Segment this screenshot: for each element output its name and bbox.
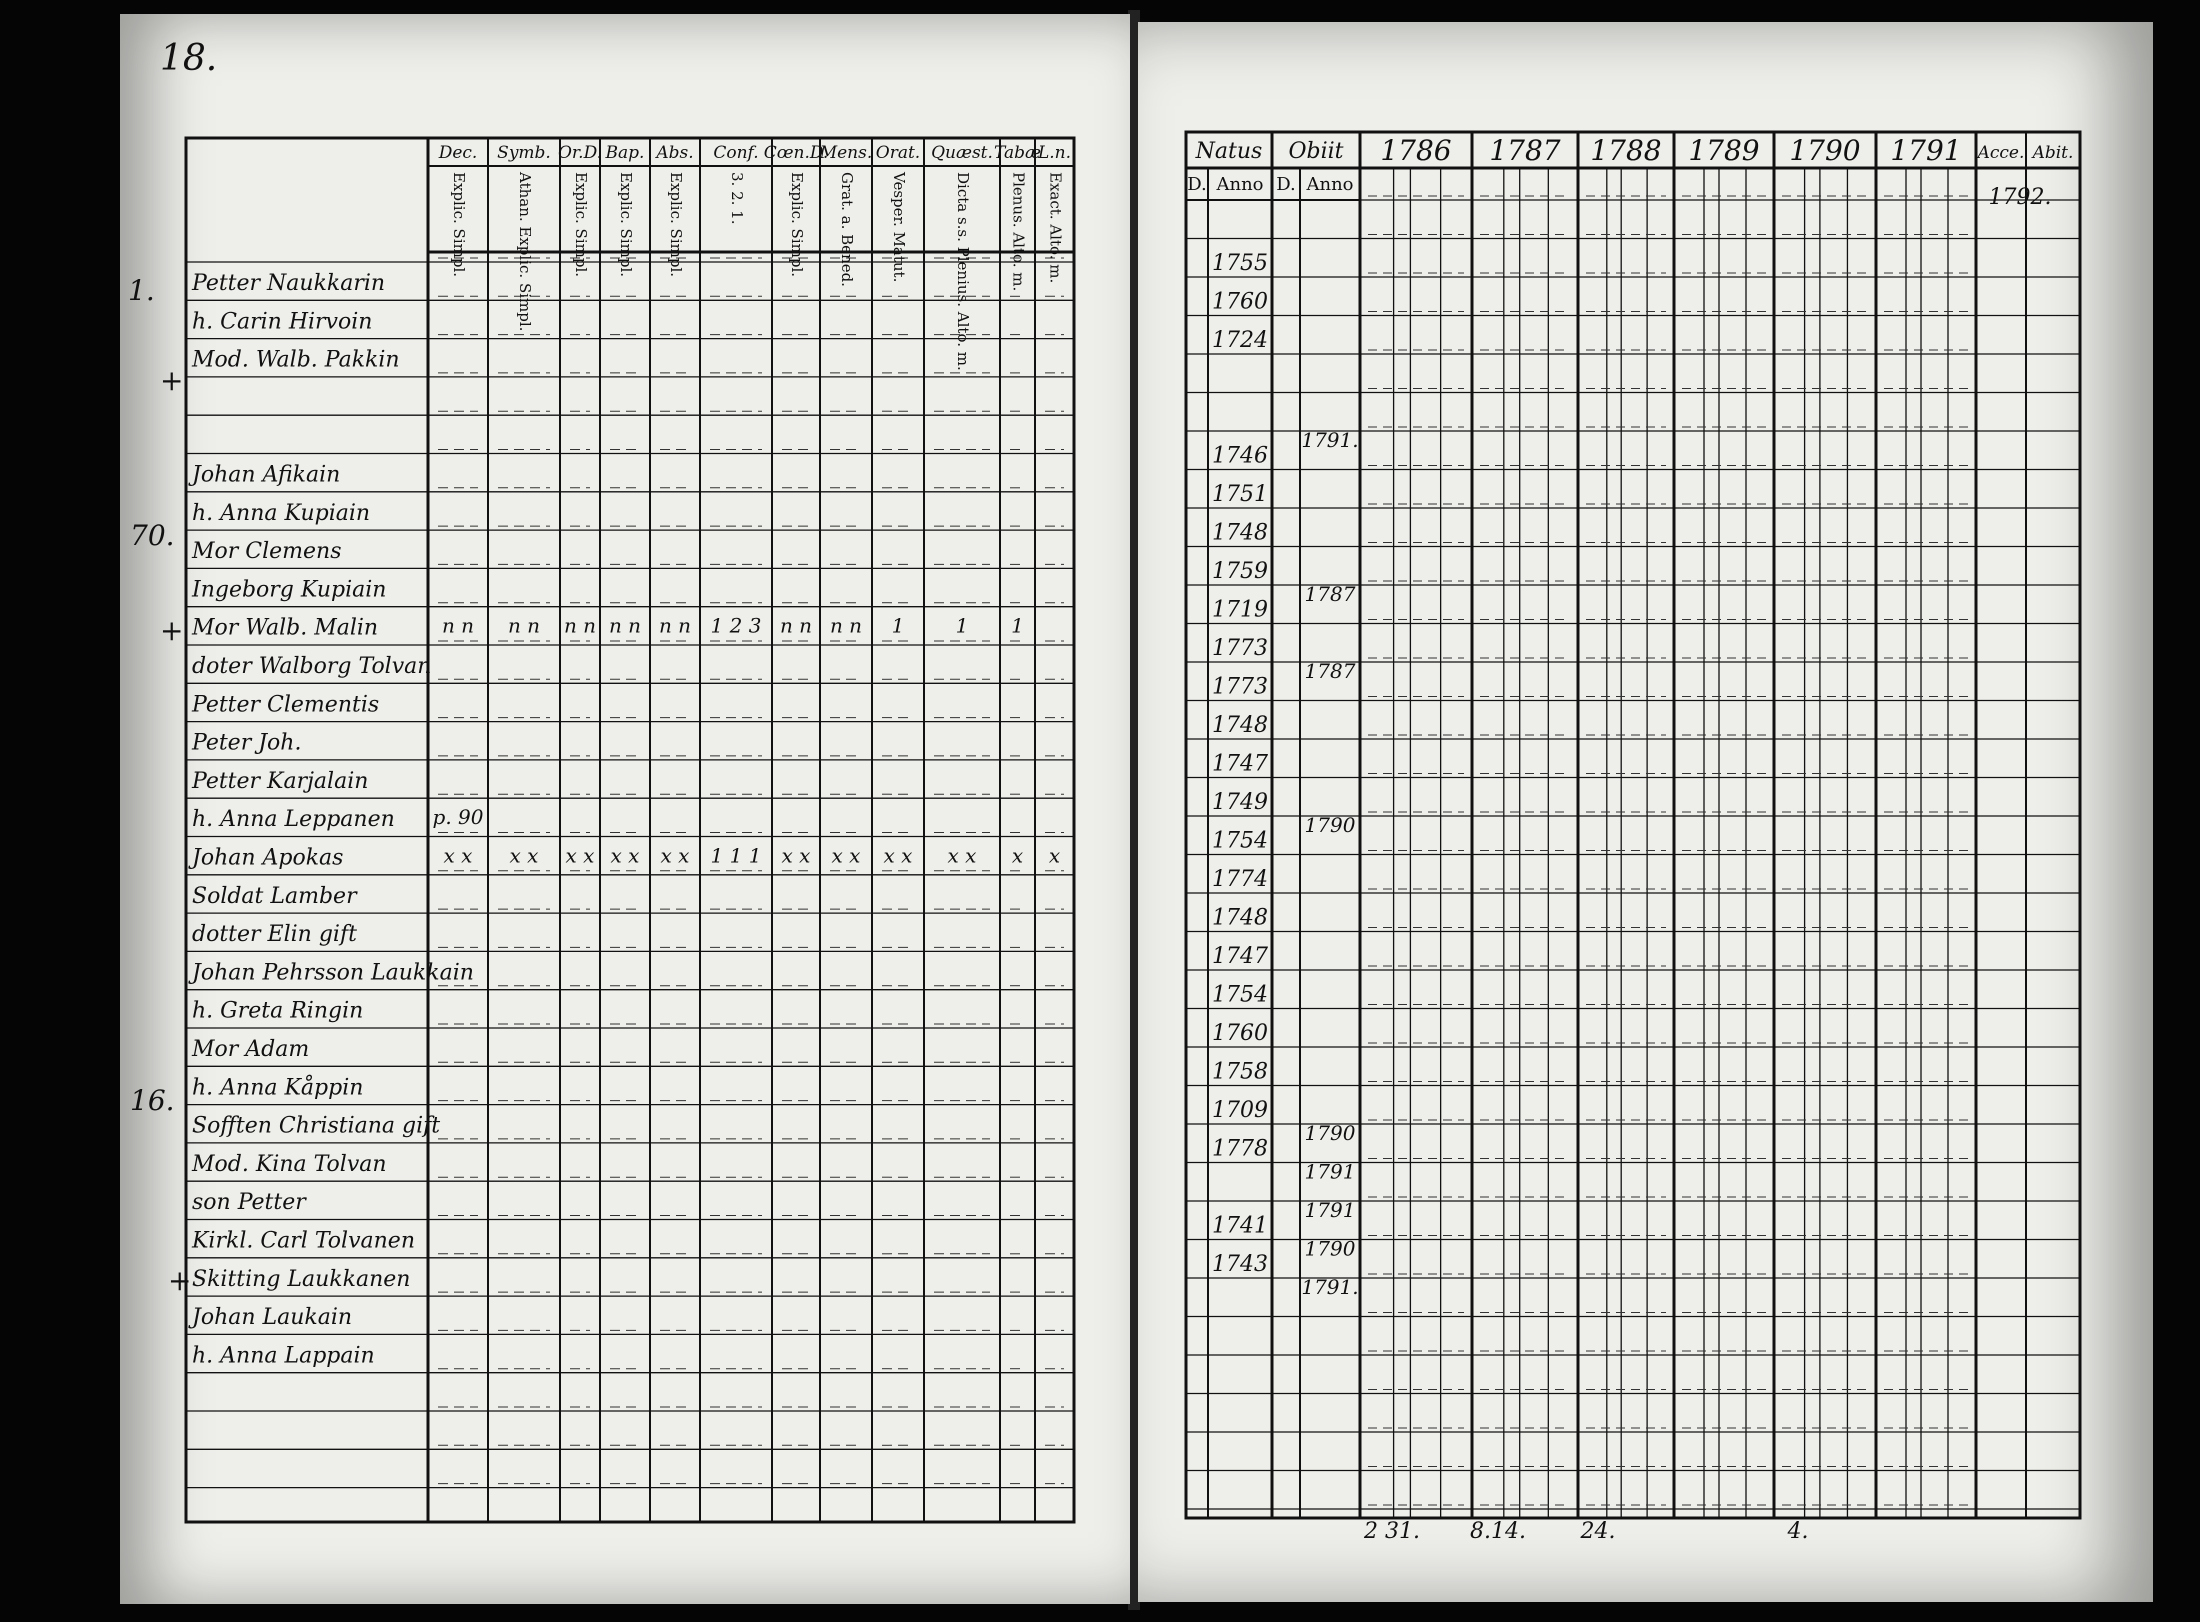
birth-year: 1773 [1212, 636, 1268, 661]
column-header: Orat. [875, 143, 921, 163]
person-name: Skitting Laukkanen [192, 1266, 411, 1292]
column-subheader: Explic. Simpl. [572, 172, 590, 278]
person-name: doter Walborg Tolvan [192, 654, 432, 679]
margin-mark: 16. [130, 1084, 175, 1117]
column-header: Abs. [656, 143, 694, 163]
birth-year: 1748 [1212, 713, 1268, 738]
row-mark: x x [565, 843, 595, 868]
row-note: p. 90 [432, 805, 484, 830]
person-name: Soldat Lamber [192, 883, 357, 909]
year-header: 1788 [1590, 134, 1662, 167]
natus-d-subheader: D. [1187, 174, 1207, 195]
person-name: h. Anna Kåppin [192, 1075, 364, 1101]
person-name: Sofften Christiana gift [192, 1113, 441, 1139]
row-mark: n n [829, 613, 863, 638]
column-header: Mens. [819, 143, 873, 163]
column-header: Or.D. [557, 143, 603, 163]
death-year: 1790 [1304, 1236, 1356, 1261]
column-subheader: Explic. Simpl. [450, 172, 468, 278]
acce-header: Acce. [1977, 143, 2025, 163]
birth-year: 1754 [1212, 828, 1268, 854]
year-header: 1786 [1380, 134, 1452, 167]
margin-mark: + [160, 364, 184, 397]
row-mark: x x [610, 843, 640, 868]
bottom-total: 4. [1787, 1519, 1809, 1544]
natus-header: Natus [1195, 139, 1263, 164]
person-name: h. Greta Ringin [192, 998, 364, 1024]
year-header: 1787 [1489, 134, 1561, 167]
death-year: 1787 [1304, 659, 1356, 683]
bottom-total: 8.14. [1470, 1519, 1526, 1544]
birth-year: 1747 [1212, 751, 1268, 777]
row-mark: x x [660, 843, 690, 868]
row-mark: x [1011, 843, 1024, 868]
column-subheader: Vesper. Matut. [890, 172, 908, 283]
row-mark: n n [779, 613, 813, 638]
obiit-anno-subheader: Anno [1306, 174, 1354, 195]
row-mark: 1 [955, 613, 969, 638]
column-subheader: Dicta s.s. Plenius. Alto. m. [954, 172, 972, 371]
birth-year: 1719 [1212, 597, 1268, 623]
right-table-text [1187, 134, 2073, 1544]
row-mark: 1 [1011, 613, 1024, 638]
obiit-header: Obiit [1288, 139, 1344, 164]
row-mark: x x [947, 843, 977, 868]
person-name: Petter Karjalain [192, 768, 369, 794]
row-mark: 1 [891, 613, 905, 638]
birth-year: 1760 [1212, 1021, 1268, 1046]
birth-year: 1773 [1212, 674, 1268, 700]
death-year: 1791 [1304, 1159, 1356, 1184]
person-name: Johan Pehrsson Laukkain [192, 960, 474, 986]
column-subheader: 3. 2. 1. [728, 172, 746, 225]
row-mark: x x [781, 843, 811, 868]
margin-mark: + [160, 614, 184, 647]
person-name: Ingeborg Kupiain [192, 577, 387, 603]
column-subheader: Athan. Explic. Simpl. [516, 172, 534, 332]
margin-mark: 70. [130, 519, 175, 552]
column-subheader: Explic. Simpl. [617, 172, 635, 278]
column-header: Bap. [605, 143, 645, 163]
abit-header: Abit. [2032, 143, 2074, 163]
death-year: 1791. [1301, 428, 1359, 452]
natus-anno-subheader: Anno [1216, 174, 1264, 195]
person-name: Kirkl. Carl Tolvanen [192, 1228, 415, 1254]
birth-year: 1749 [1212, 790, 1268, 815]
person-name: Petter Naukkarin [192, 271, 386, 296]
birth-year: 1778 [1212, 1136, 1268, 1162]
person-name: h. Anna Lappain [192, 1343, 375, 1369]
person-name: Johan Apokas [192, 845, 344, 871]
birth-year: 1743 [1212, 1252, 1268, 1277]
birth-year: 1758 [1212, 1059, 1268, 1085]
column-subheader: Exact. Alto. m. [1046, 172, 1065, 284]
row-mark: 1 2 3 [710, 613, 762, 638]
row-mark: x x [831, 843, 861, 868]
row-mark: n n [608, 613, 642, 638]
person-name: son Petter [192, 1190, 306, 1216]
person-name: Peter Joh. [192, 730, 302, 756]
row-mark: n n [507, 613, 541, 638]
person-name: h. Anna Leppanen [192, 807, 395, 833]
birth-year: 1774 [1212, 867, 1268, 892]
birth-year: 1724 [1212, 328, 1268, 353]
person-name: h. Carin Hirvoin [192, 309, 373, 335]
column-subheader: Explic. Simpl. [788, 172, 806, 278]
death-year: 1787 [1304, 582, 1356, 606]
birth-year: 1760 [1212, 289, 1268, 315]
person-name: Johan Afikain [192, 462, 341, 488]
person-name: Mor Clemens [192, 539, 342, 565]
column-header: Dec. [438, 143, 478, 163]
birth-year: 1747 [1212, 944, 1268, 969]
person-name: Mod. Kina Tolvan [192, 1151, 387, 1177]
birth-year: 1741 [1212, 1213, 1268, 1239]
birth-year: 1755 [1212, 251, 1268, 276]
birth-year: 1748 [1212, 905, 1268, 931]
birth-year: 1709 [1212, 1098, 1268, 1123]
year-1792-label: 1792. [1988, 185, 2052, 210]
column-header: Cœn.D. [763, 143, 829, 163]
row-mark: x [1048, 843, 1061, 868]
margin-mark: + [168, 1264, 192, 1297]
page-number: 18. [160, 38, 218, 79]
person-name: Johan Laukain [192, 1305, 353, 1331]
column-header: Tabæ [993, 143, 1042, 163]
death-year: 1790 [1304, 1121, 1356, 1145]
birth-year: 1748 [1212, 520, 1268, 546]
year-header: 1790 [1789, 134, 1861, 167]
bottom-total: 2 31. [1364, 1519, 1420, 1544]
column-header: L.n. [1037, 143, 1072, 163]
person-name: h. Anna Kupiain [192, 500, 371, 526]
birth-year: 1754 [1212, 982, 1268, 1008]
person-name: Mod. Walb. Pakkin [192, 347, 400, 373]
death-year: 1791 [1304, 1198, 1356, 1222]
person-name: Petter Clementis [192, 692, 380, 718]
row-mark: n n [441, 613, 475, 638]
birth-year: 1759 [1212, 559, 1268, 584]
row-mark: 1 1 1 [710, 843, 762, 868]
bottom-total: 24. [1580, 1519, 1616, 1544]
person-name: Mor Adam [192, 1037, 310, 1062]
row-mark: n n [563, 613, 597, 638]
birth-year: 1746 [1212, 443, 1268, 469]
person-name: Mor Walb. Malin [192, 615, 379, 641]
column-subheader: Grat. a. Bened. [838, 172, 856, 287]
birth-year: 1751 [1212, 482, 1268, 507]
column-header: Quæst. [931, 143, 993, 163]
death-year: 1790 [1304, 813, 1356, 837]
row-mark: x x [883, 843, 913, 868]
obiit-d-subheader: D. [1276, 174, 1296, 195]
row-mark: n n [658, 613, 692, 638]
year-header: 1789 [1688, 134, 1760, 167]
column-subheader: Plenus. Alto. m. [1009, 172, 1028, 292]
column-header: Symb. [497, 143, 551, 163]
person-name: dotter Elin gift [192, 922, 357, 948]
row-mark: x x [509, 843, 539, 868]
column-subheader: Explic. Simpl. [667, 172, 685, 278]
death-year: 1791. [1301, 1275, 1359, 1299]
margin-mark: 1. [128, 274, 155, 307]
row-mark: x x [443, 843, 473, 868]
year-header: 1791 [1890, 134, 1962, 167]
column-header: Conf. [713, 143, 759, 163]
